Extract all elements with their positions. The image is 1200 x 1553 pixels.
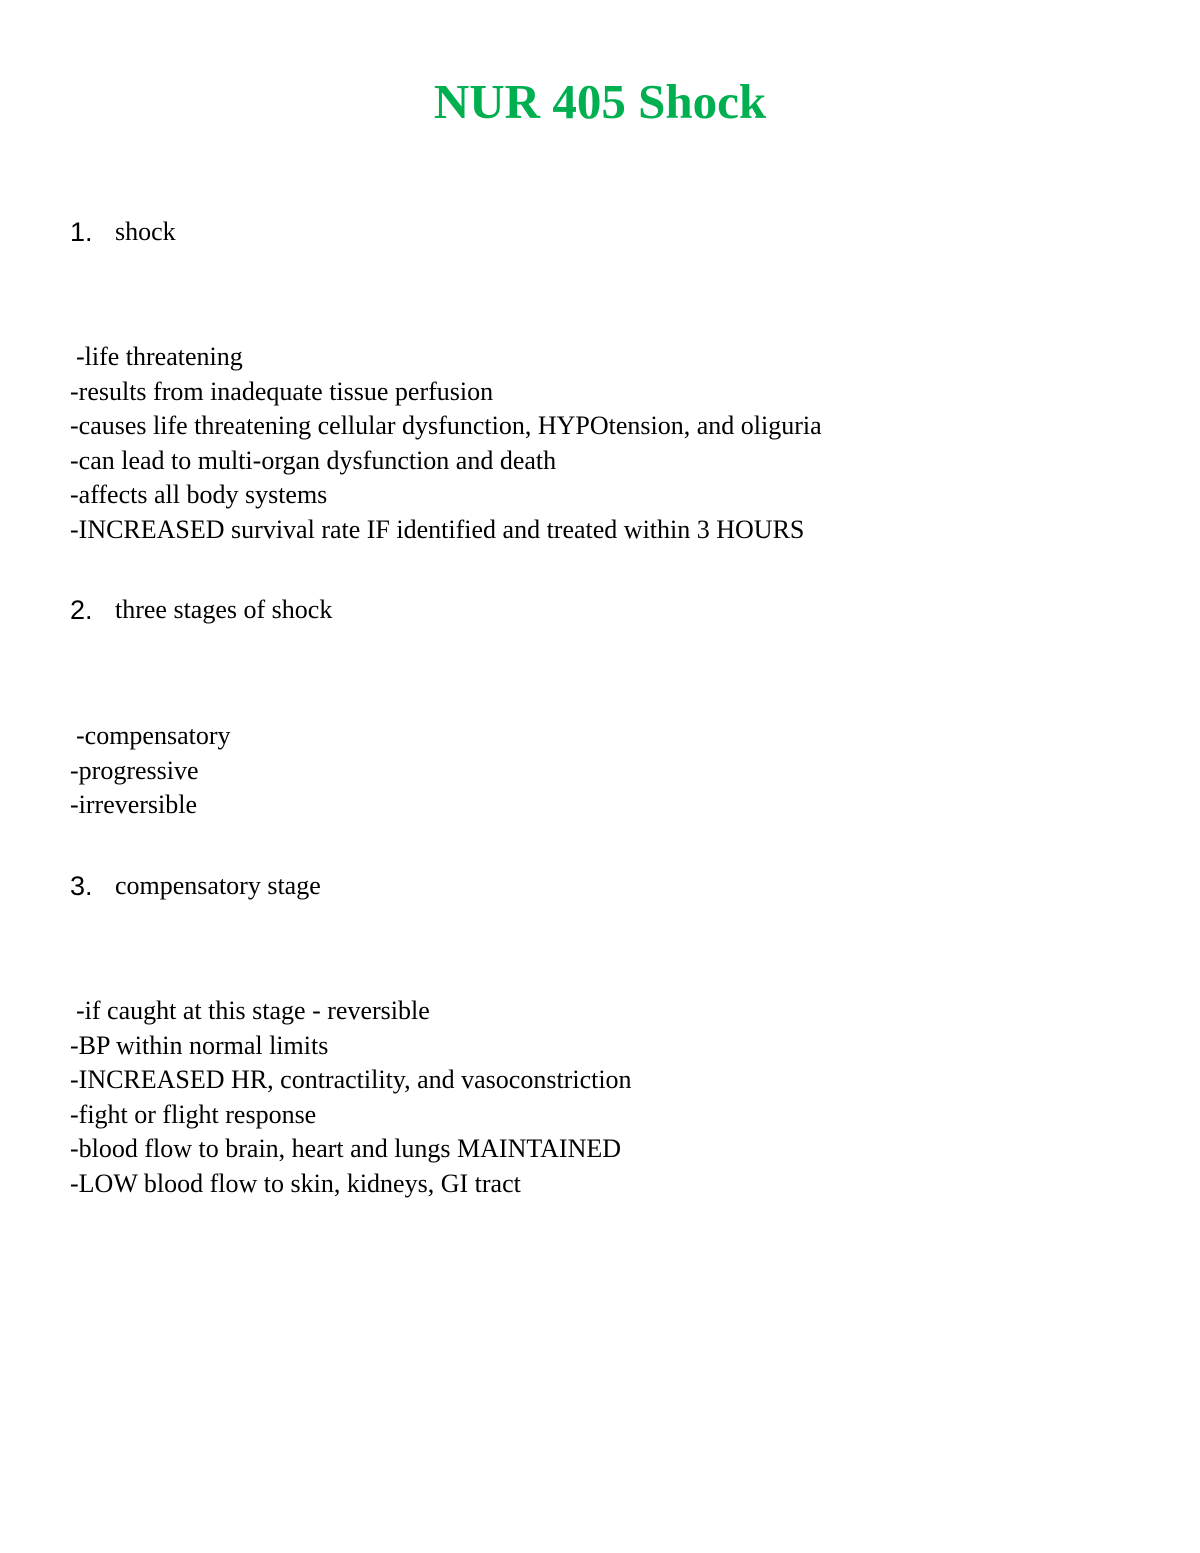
question-1 [70, 212, 176, 252]
answer-line: -compensatory [76, 721, 231, 750]
answer-3 [70, 994, 632, 1201]
answer-line: -causes life threatening cellular dysfunction, HYPOtension, and oliguria [70, 411, 822, 440]
question-number: 3. [70, 870, 93, 901]
answer-line: -results from inadequate tissue perfusion [70, 376, 494, 406]
answer-line: -INCREASED survival rate IF identified and treated within 3 HOURS [70, 514, 805, 544]
answer-line: -BP within normal limits [70, 1030, 329, 1060]
answer-line: -if caught at this stage - reversible [76, 996, 430, 1025]
answer-1 [70, 340, 822, 547]
question-number: 1. [70, 216, 93, 247]
answer-line: -can lead to multi-organ dysfunction and death [70, 445, 557, 475]
answer-line: -fight or flight response [70, 1099, 317, 1129]
question-2 [70, 590, 332, 630]
answer-line: -life threatening [76, 342, 243, 371]
question-term: compensatory stage [115, 871, 321, 900]
answer-2 [70, 719, 231, 823]
answer-line: -LOW blood flow to skin, kidneys, GI tract [70, 1168, 521, 1198]
answer-line: -progressive [70, 755, 199, 785]
page-title: NUR 405 Shock [433, 74, 767, 129]
question-number: 2. [70, 594, 93, 625]
answer-line: -affects all body systems [70, 480, 328, 509]
question-term: three stages of shock [115, 595, 333, 624]
answer-line: -INCREASED HR, contractility, and vasoconstriction [70, 1065, 632, 1094]
question-term: shock [115, 217, 176, 246]
answer-line: -irreversible [70, 790, 198, 819]
answer-line: -blood flow to brain, heart and lungs MAINTAINED [70, 1134, 622, 1163]
question-3 [70, 866, 321, 906]
